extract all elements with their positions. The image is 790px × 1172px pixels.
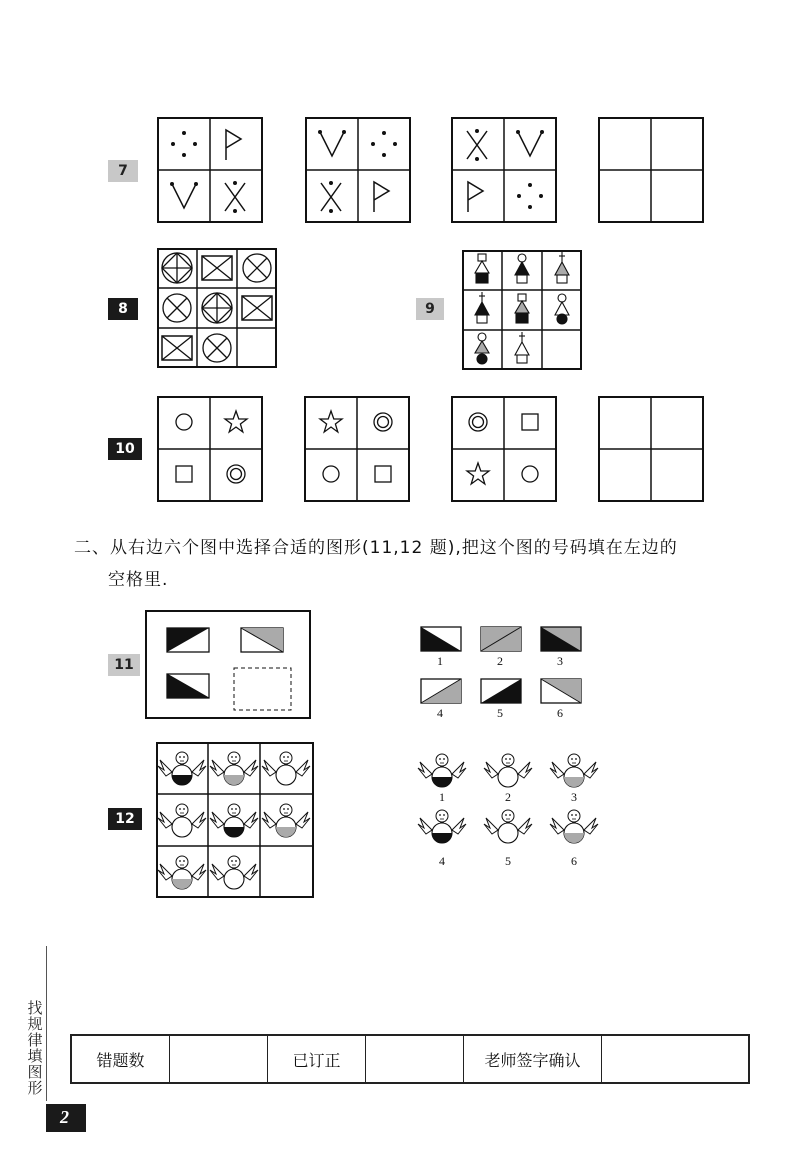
- q11-option-label-3: 3: [557, 654, 563, 668]
- q11-option-label-4: 4: [437, 706, 443, 720]
- question-12-number: 12: [108, 808, 142, 830]
- q12-option-label-3: 3: [571, 790, 577, 804]
- instruction-line-2: 空格里.: [108, 570, 169, 590]
- page-number-underline: [46, 1130, 86, 1132]
- page-number: 2: [46, 1104, 86, 1130]
- q7-figure-1: [157, 117, 263, 223]
- question-10-number: 10: [108, 438, 142, 460]
- q10-answer-blank[interactable]: [598, 396, 704, 502]
- teacher-sign-cell[interactable]: [602, 1035, 750, 1083]
- q12-option-label-2: 2: [505, 790, 511, 804]
- question-11-number: 11: [108, 654, 140, 676]
- q11-option-label-5: 5: [497, 706, 503, 720]
- q11-option-label-6: 6: [557, 706, 563, 720]
- q7-figure-2: [305, 117, 411, 223]
- q7-figure-3: [451, 117, 557, 223]
- question-9-number: 9: [416, 298, 444, 320]
- instruction-line-1: 二、从右边六个图中选择合适的图形(11,12 题),把这个图的号码填在左边的: [74, 538, 678, 558]
- sidebar-divider: [46, 946, 47, 1101]
- q7-answer-blank[interactable]: [598, 117, 704, 223]
- q8-grid: [157, 248, 277, 368]
- wrong-count-cell[interactable]: [170, 1035, 268, 1083]
- q10-figure-1: [157, 396, 263, 502]
- q12-option-label-5: 5: [505, 854, 511, 868]
- corrected-label: 已订正: [268, 1035, 366, 1083]
- q9-grid: [462, 250, 582, 370]
- q12-option-label-6: 6: [571, 854, 577, 868]
- q10-figure-2: [304, 396, 410, 502]
- wrong-count-label: 错题数: [71, 1035, 170, 1083]
- q11-option-label-1: 1: [437, 654, 443, 668]
- q12-grid: [156, 742, 314, 898]
- q11-answer-blank[interactable]: [234, 668, 291, 710]
- q11-figure: [145, 610, 311, 720]
- teacher-sign-label: 老师签字确认: [464, 1035, 602, 1083]
- q11-option-label-2: 2: [497, 654, 503, 668]
- q12-option-label-1: 1: [439, 790, 445, 804]
- q10-figure-3: [451, 396, 557, 502]
- score-table: [70, 1034, 750, 1084]
- corrected-cell[interactable]: [366, 1035, 464, 1083]
- question-8-number: 8: [108, 298, 138, 320]
- section-2-instruction: [74, 532, 764, 596]
- q12-option-label-4: 4: [439, 854, 445, 868]
- question-7-number: 7: [108, 160, 138, 182]
- chapter-title-vertical: 找规律填图形: [27, 999, 43, 1097]
